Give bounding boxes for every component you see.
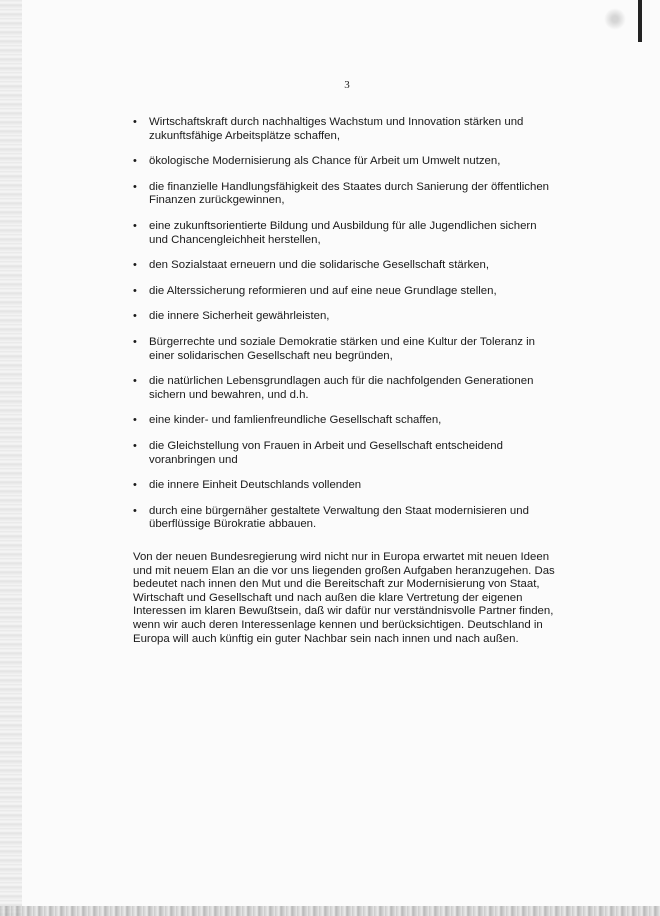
bullet-item: • die Alterssicherung reformieren und auf eine neue Grundlage stellen,	[133, 285, 553, 299]
scan-edge-bottom	[0, 906, 660, 916]
scan-edge-left	[0, 0, 22, 916]
bullet-list	[133, 116, 553, 544]
bullet-item: • eine zukunftsorientierte Bildung und Ausbildung für alle Jugendlichen sichern und Chancengleichheit herstellen,	[133, 220, 553, 247]
bullet-item: • Bürgerrechte und soziale Demokratie stärken und eine Kultur der Toleranz in einer solidarischen Gesellschaft neu begründen,	[133, 336, 553, 363]
bullet-item: • ökologische Modernisierung als Chance für Arbeit um Umwelt nutzen,	[133, 155, 553, 169]
bullet-item: • eine kinder- und famlienfreundliche Gesellschaft schaffen,	[133, 414, 553, 428]
bullet-item: • den Sozialstaat erneuern und die solidarische Gesellschaft stärken,	[133, 259, 553, 273]
scan-binding-mark	[638, 0, 642, 42]
scan-smudge	[604, 8, 626, 30]
bullet-item: • die finanzielle Handlungsfähigkeit des Staates durch Sanierung der öffentlichen Finanzen zurückgewinnen,	[133, 181, 553, 208]
bullet-item: • die innere Sicherheit gewährleisten,	[133, 310, 553, 324]
bullet-item: • durch eine bürgernäher gestaltete Verwaltung den Staat modernisieren und überflüssige Bürokratie abbauen.	[133, 505, 553, 532]
bullet-item: • die innere Einheit Deutschlands vollenden	[133, 479, 553, 493]
bullet-item: • Wirtschaftskraft durch nachhaltiges Wachstum und Innovation stärken und zukunftsfähige Arbeitsplätze schaffen,	[133, 116, 553, 143]
closing-paragraph: Von der neuen Bundesregierung wird nicht nur in Europa erwartet mit neuen Ideen und mit neuem Elan an die vor uns liegenden großen Aufgaben heranzugehen. Das bedeutet nach innen den Mut und die Bereitschaft zur Modernisierung von Staat, Wirtschaft und Gesellschaft und nach außen die klare Vertretung der eigenen Interessen im klaren Bewußtsein, daß wir dafür nur verständnisvolle Partner finden, wenn wir auch deren Interessenlage kennen und berücksichtigen. Deutschland in Europa will auch künftig ein guter Nachbar sein nach innen und nach außen.	[133, 551, 555, 645]
bullet-item: • die Gleichstellung von Frauen in Arbeit und Gesellschaft entscheidend voranbringen und	[133, 440, 553, 467]
page-number: 3	[344, 79, 350, 91]
bullet-item: • die natürlichen Lebensgrundlagen auch für die nachfolgenden Generationen sichern und bewahren, und d.h.	[133, 375, 553, 402]
